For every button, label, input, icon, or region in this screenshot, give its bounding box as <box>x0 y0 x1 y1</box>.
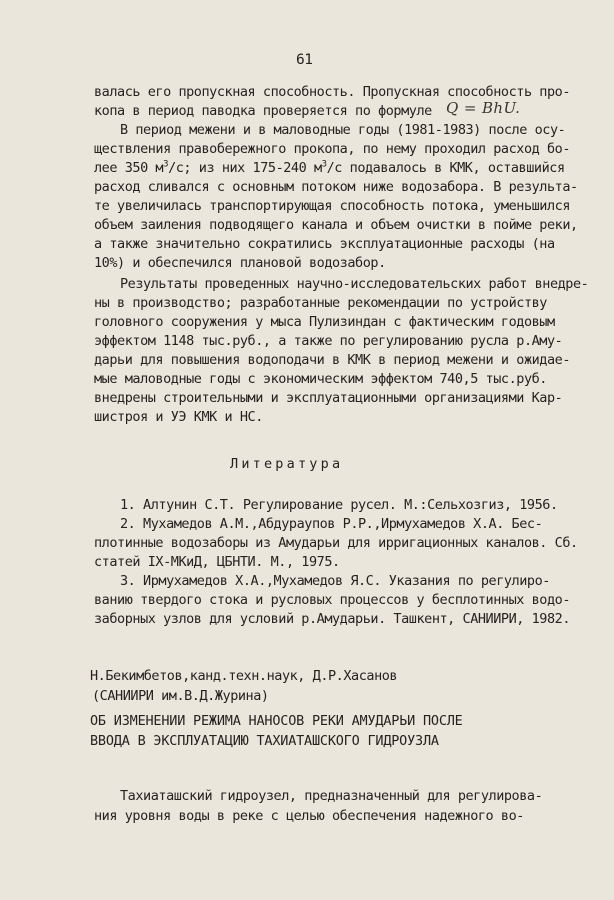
body-line: дарьи для повышения водоподачи в КМК в период межени и ожидае- <box>94 352 571 368</box>
article-body-line: ния уровня воды в реке с целью обеспечения надежного во- <box>94 808 524 824</box>
body-line: ны в производство; разработанные рекомендации по устройству <box>94 295 547 311</box>
article-institute: (САНИИРИ им.В.Д.Журина) <box>92 688 269 704</box>
reference-2-line: плотинные водозаборы из Амударьи для ирригационных каналов. Сб. <box>94 535 578 551</box>
body-line <box>94 160 565 176</box>
body-text: лее 350 м <box>94 160 164 176</box>
literature-heading: Литература <box>230 456 344 472</box>
handwritten-formula: Q = BhU. <box>446 99 521 117</box>
body-line: Результаты проведенных научно-исследовательских работ внедре- <box>120 276 589 292</box>
reference-3: 3. Ирмухамедов Х.А.,Мухамедов Я.С. Указания по регулиро- <box>120 573 550 589</box>
body-line: 10%) и обеспечился плановой водозабор. <box>94 255 386 271</box>
reference-2: 2. Мухамедов А.М.,Абдураупов Р.Р.,Ирмухамедов Х.А. Бес- <box>120 516 543 532</box>
body-line: валась его пропускная способность. Пропускная способность про- <box>94 84 571 100</box>
body-line: объем заиления подводящего канала и объем очистки в пойме реки, <box>94 217 578 233</box>
body-text: копа в период паводка проверяется по формуле <box>94 103 432 119</box>
page-number: 61 <box>296 52 313 68</box>
body-text: /с; из них 175-240 м <box>168 160 322 176</box>
body-line: расход сливался с основным потоком ниже водозабора. В результа- <box>94 179 578 195</box>
superscript: 3 <box>321 159 327 170</box>
reference-1: 1. Алтунин С.Т. Регулирование русел. М.:Сельхозгиз, 1956. <box>120 497 558 513</box>
article-body-line: Тахиаташский гидроузел, предназначенный для регулирова- <box>120 788 543 804</box>
body-line: В период межени и в маловодные годы (1981-1983) после осу- <box>120 122 566 138</box>
body-line: головного сооружения у мыса Пулизиндан с фактическим годовым <box>94 314 555 330</box>
superscript: 3 <box>163 159 169 170</box>
body-line <box>94 99 521 119</box>
body-line: шистроя и УЭ КМК и НС. <box>94 409 263 425</box>
reference-3-line: ванию твердого стока и русловых процессов у бесплотинных водо- <box>94 592 571 608</box>
body-line: ществления правобережного прокопа, по нему проходил расход бо- <box>94 141 571 157</box>
article-authors: Н.Бекимбетов,канд.техн.наук, Д.Р.Хасанов <box>90 668 398 684</box>
body-line: эффектом 1148 тыс.руб., а также по регулированию русла р.Аму- <box>94 333 563 349</box>
reference-2-line: статей IX-МКиД, ЦБНТИ. М., 1975. <box>94 554 340 570</box>
body-line: мые маловодные годы с экономическим эффектом 740,5 тыс.руб. <box>94 371 547 387</box>
article-title: ОБ ИЗМЕНЕНИИ РЕЖИМА НАНОСОВ РЕКИ АМУДАРЬИ ПОСЛЕ <box>90 713 463 729</box>
body-text: /с подавалось в КМК, оставшийся <box>326 160 565 176</box>
article-title: ВВОДА В ЭКСПЛУАТАЦИЮ ТАХИАТАШСКОГО ГИДРОУЗЛА <box>90 733 439 749</box>
body-line: а также значительно сократились эксплуатационные расходы (на <box>94 236 555 252</box>
body-line: внедрены строительными и эксплуатационными организациями Кар- <box>94 390 563 406</box>
reference-3-line: заборных узлов для условий р.Амударьи. Ташкент, САНИИРИ, 1982. <box>94 611 571 627</box>
body-line: те увеличилась транспортирующая способность потока, уменьшился <box>94 198 571 214</box>
